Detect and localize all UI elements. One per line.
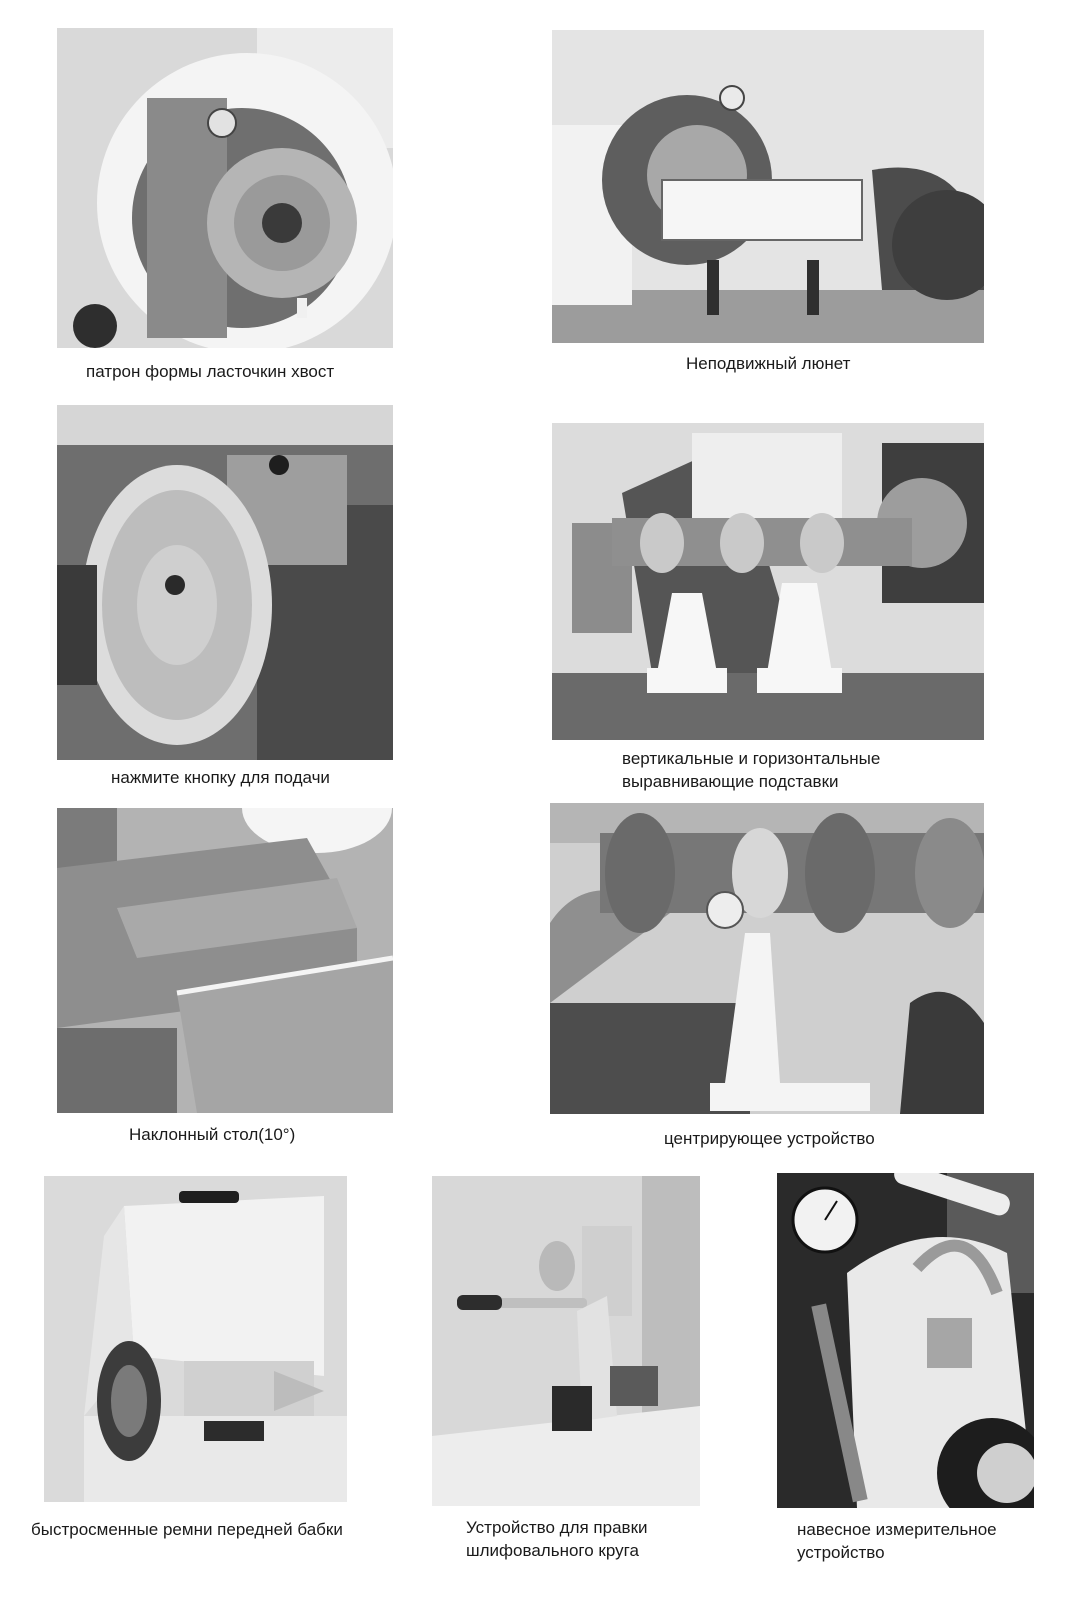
mounted-gauge-photo bbox=[777, 1173, 1034, 1508]
centering-device-caption: центрирующее устройство bbox=[664, 1129, 875, 1148]
belt-change-caption: быстросменные ремни передней бабки bbox=[31, 1520, 343, 1539]
steady-rest-caption: Неподвижный люнет bbox=[686, 354, 851, 373]
steady-rest-photo bbox=[552, 30, 984, 343]
leveling-stands-photo bbox=[552, 423, 984, 740]
belt-change-photo bbox=[44, 1176, 347, 1502]
centering-device-photo bbox=[550, 803, 984, 1114]
wheel-dresser-caption: Устройство для правки шлифовального круга bbox=[466, 1518, 648, 1560]
wheel-dresser-photo bbox=[432, 1176, 700, 1506]
mounted-gauge-caption: навесное измерительное устройство bbox=[797, 1520, 997, 1562]
feed-button-photo bbox=[57, 405, 393, 760]
dovetail-chuck-photo bbox=[57, 28, 393, 348]
tilting-table-photo bbox=[57, 808, 393, 1113]
feed-button-caption: нажмите кнопку для подачи bbox=[111, 768, 330, 787]
tilting-table-caption: Наклонный стол(10°) bbox=[129, 1125, 296, 1144]
dovetail-chuck-caption: патрон формы ласточкин хвост bbox=[86, 362, 335, 381]
leveling-stands-caption: вертикальные и горизонтальные выравнивающие подставки bbox=[622, 749, 881, 791]
